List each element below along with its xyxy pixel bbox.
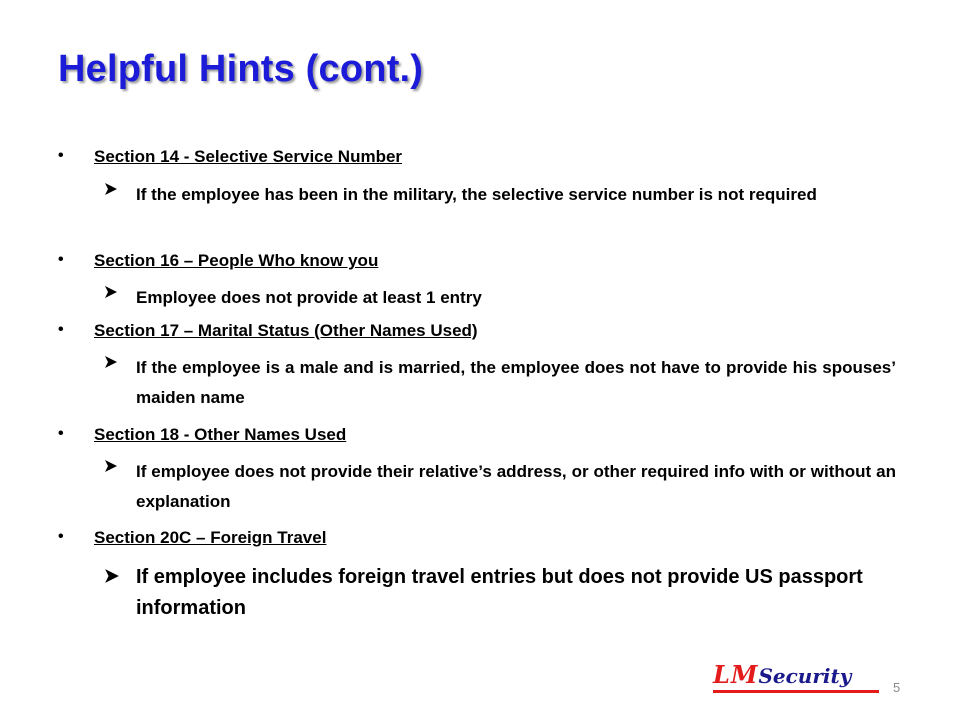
bullet-icon: • — [58, 147, 64, 164]
slide-title: Helpful Hints (cont.) — [58, 48, 424, 90]
hint-detail-16 — [104, 283, 896, 313]
logo-security-text: Security — [758, 664, 852, 688]
hint-detail-20c — [104, 562, 896, 624]
section-heading-16: Section 16 – People Who know you — [94, 251, 379, 270]
arrow-bullet-icon — [104, 355, 118, 369]
hint-text: Employee does not provide at least 1 entry — [136, 288, 482, 307]
hint-text: If the employee is a male and is married, the employee does not have to provide his spouses’ maiden name — [136, 358, 896, 407]
section-heading-14: Section 14 - Selective Service Number — [94, 147, 403, 166]
bullet-icon: • — [58, 528, 64, 545]
page-number: 5 — [893, 680, 901, 695]
section-heading-18: Section 18 - Other Names Used — [94, 425, 347, 444]
arrow-bullet-icon — [104, 459, 118, 473]
bullet-icon: • — [58, 251, 64, 268]
hint-text: If employee includes foreign travel entries but does not provide US passport information — [136, 566, 863, 619]
hint-text: If the employee has been in the military, the selective service number is not required — [136, 185, 817, 204]
hint-detail-17 — [104, 353, 896, 413]
section-heading-20c: Section 20C – Foreign Travel — [94, 528, 327, 547]
hint-text: If employee does not provide their relative’s address, or other required info with or without an explanation — [136, 462, 896, 511]
hint-detail-18 — [104, 457, 896, 517]
logo-underline — [713, 690, 879, 693]
logo-lm-text: LM — [713, 660, 759, 689]
arrow-bullet-icon — [104, 182, 118, 196]
lmsecurity-logo — [713, 660, 851, 689]
hint-detail-14 — [104, 180, 896, 210]
arrow-bullet-icon — [104, 568, 120, 584]
bullet-icon: • — [58, 321, 64, 338]
bullet-icon: • — [58, 425, 64, 442]
arrow-bullet-icon — [104, 285, 118, 299]
section-heading-17: Section 17 – Marital Status (Other Names Used) — [94, 321, 478, 340]
